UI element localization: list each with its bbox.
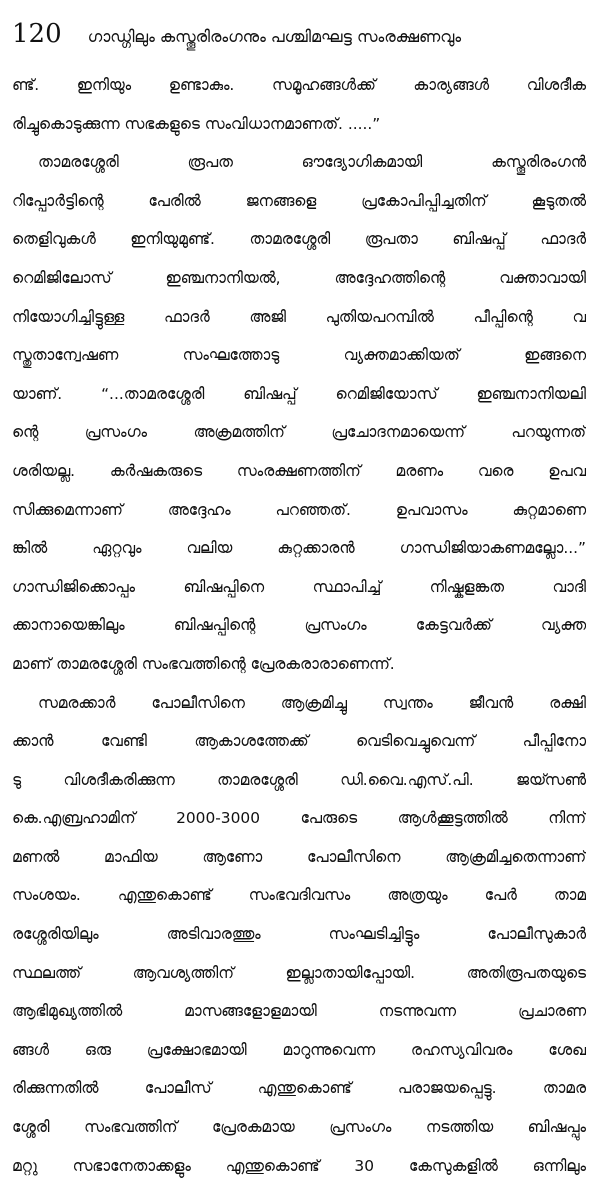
text-line: ക്കാനായെങ്കിലും ബിഷപ്പിന്റെ പ്രസംഗം കേട്ടവർക്ക് വ്യക്ത	[12, 616, 586, 635]
text-line: റിപ്പോർട്ടിന്റെ പേരിൽ ജനങ്ങളെ പ്രകോപിപ്പിച്ചതിന് കൂടുതൽ	[12, 191, 586, 210]
page-header	[12, 6, 586, 66]
text-line: സ്ഥലത്ത് ആവശ്യത്തിന് ഇല്ലാതായിപ്പോയി. അതിരൂപതയുടെ	[12, 963, 586, 982]
text-line: ടു വിശദീകരിക്കുന്ന താമരശ്ശേരി ഡി.വൈ.എസ്.പി. ജയ്സൺ	[12, 770, 586, 789]
text-line: ഗാന്ധിജിക്കൊപ്പം ബിഷപ്പിനെ സ്ഥാപിച്ച് നിഷ്കളങ്കത വാദി	[12, 577, 586, 596]
text-line: സമരക്കാർ പോലീസിനെ ആക്രമിച്ചു സ്വന്തം ജീവൻ രക്ഷി	[38, 693, 586, 712]
text-line: ശരിയല്ല. കർഷകരുടെ സംരക്ഷണത്തിന് മരണം വരെ ഉപവ	[12, 461, 586, 480]
text-line: യാണ്. “...താമരശ്ശേരി ബിഷപ്പ് റെമിജിയോസ് ഇഞ്ചനാനിയലി	[12, 384, 586, 403]
text-line: റെമിജിലോസ് ഇഞ്ചനാനിയൽ, അദ്ദേഹത്തിന്റെ വക്താവായി	[12, 268, 586, 287]
text-line: മറ്റു സഭാനേതാക്കളും എന്തുകൊണ്ട് 30 കേസുകളിൽ ഒന്നിലും	[12, 1156, 586, 1175]
text-line: സ്തുതാന്വേഷണ സംഘത്തോടു വ്യക്തമാക്കിയത് ഇങ്ങനെ	[12, 346, 586, 365]
text-line: രശ്ശേരിയിലും അടിവാരത്തും സംഘടിച്ചിട്ടും പോലീസുകാർ	[12, 925, 586, 944]
text-line: ന്റെ പ്രസംഗം അക്രമത്തിന് പ്രചോദനമായെന്ന് പറയുന്നത്	[12, 423, 586, 442]
text-line: താമരശ്ശേരി രൂപത ഔദ്യോഗികമായി കസ്തൂരിരംഗൻ	[38, 153, 586, 172]
body-text	[12, 66, 586, 1185]
text-line: ശ്ശേരി സംഭവത്തിന് പ്രേരകമായ പ്രസംഗം നടത്തിയ ബിഷപ്പും	[12, 1118, 586, 1137]
text-line: ങ്ങൾ ഒരു പ്രക്ഷോഭമായി മാറുന്നുവെന്ന രഹസ്യവിവരം ശേഖ	[12, 1040, 586, 1059]
page-number: 120	[12, 19, 62, 49]
text-line: സിക്കുമെന്നാണ് അദ്ദേഹം പറഞ്ഞത്. ഉപവാസം കുറ്റമാണെ	[12, 500, 586, 519]
text-line: മാണ് താമരശ്ശേരി സംഭവത്തിന്റെ പ്രേരകരാരാണെന്ന്.	[12, 654, 395, 673]
text-line: ക്കാൻ വേണ്ടി ആകാശത്തേക്ക് വെടിവെച്ചുവെന്ന് പീപ്പിനോ	[12, 732, 586, 751]
text-line: ആഭിമുഖ്യത്തിൽ മാസങ്ങളോളമായി നടന്നുവന്ന പ്രചാരണ	[12, 1002, 586, 1021]
text-line: നിയോഗിച്ചിട്ടുള്ള ഫാദർ അജി പുതിയപറമ്പിൽ പീപ്പിന്റെ വ	[12, 307, 586, 326]
text-line: രിക്കുന്നതിൽ പോലീസ് എന്തുകൊണ്ട് പരാജയപ്പെട്ടു. താമര	[12, 1079, 586, 1098]
text-line: കെ.എബ്രഹാമിന് 2000-3000 പേരുടെ ആൾക്കൂട്ടത്തിൽ നിന്ന്	[12, 809, 586, 828]
text-line: സംശയം. എന്തുകൊണ്ട് സംഭവദിവസം അത്രയും പേർ താമ	[12, 886, 586, 905]
running-head: ഗാഡ്ഗിലും കസ്തൂരിരംഗനും പശ്ചിമഘട്ട സംരക്ഷണവും	[87, 27, 462, 46]
text-line: മണൽ മാഫിയ ആണോ പോലീസിനെ ആക്രമിച്ചതെന്നാണ്	[12, 847, 586, 866]
text-line: ങ്കിൽ ഏറ്റവും വലിയ കുറ്റക്കാരൻ ഗാന്ധിജിയാകണമല്ലോ...”	[12, 539, 586, 558]
text-line: തെളിവുകൾ ഇനിയുമുണ്ട്. താമരശ്ശേരി രൂപതാ ബിഷപ്പ് ഫാദർ	[12, 230, 586, 249]
text-line: ണ്ട്. ഇനിയും ഉണ്ടാകും. സമൂഹങ്ങൾക്ക് കാര്യങ്ങൾ വിശദീക	[12, 76, 586, 94]
text-line: രിച്ചുകൊടുക്കുന്ന സഭകളുടെ സംവിധാനമാണത്. .....”	[12, 114, 381, 133]
